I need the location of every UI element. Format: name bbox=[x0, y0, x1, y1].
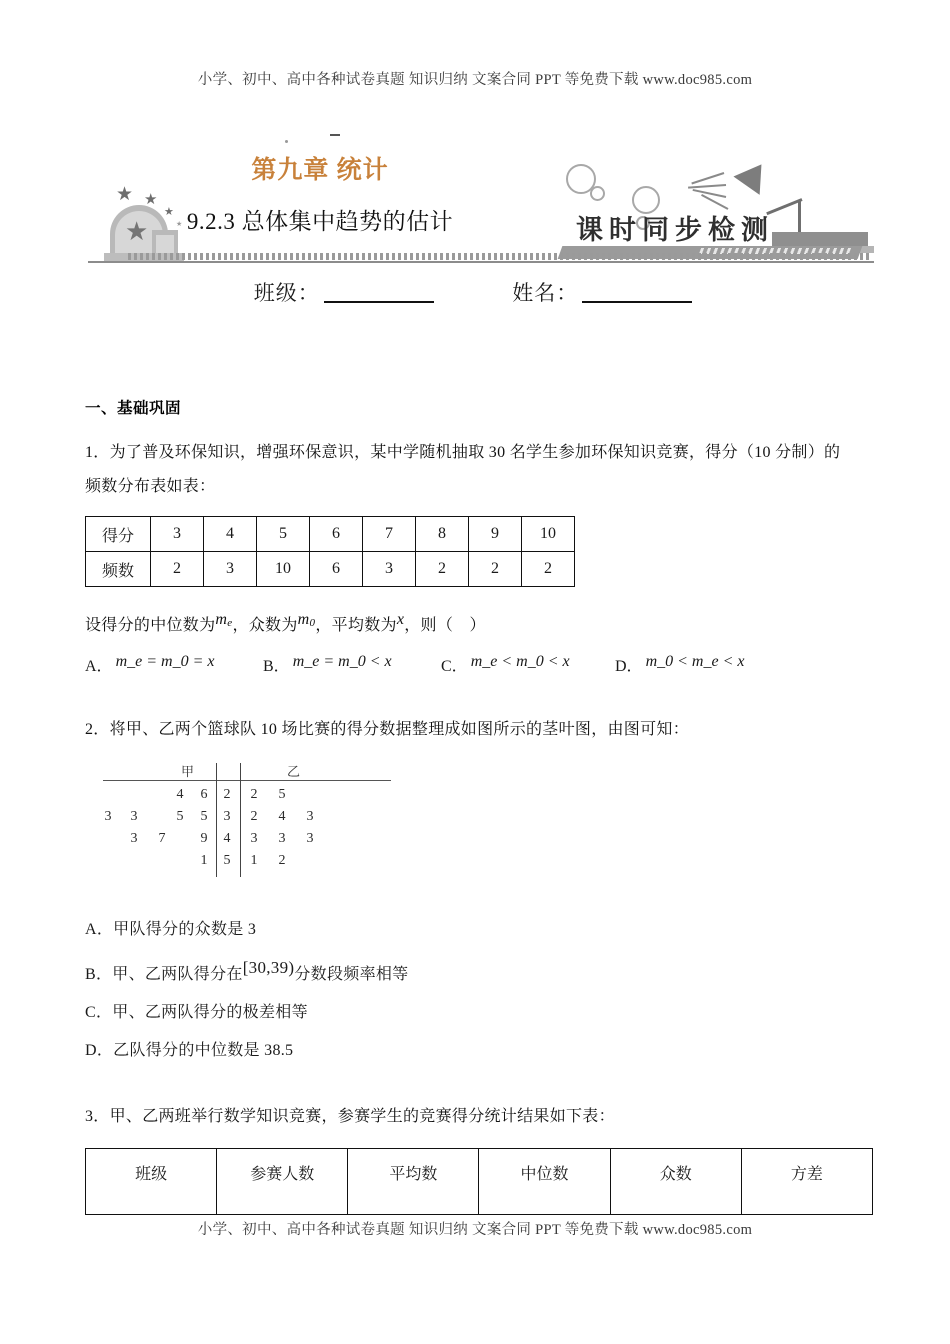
stem-value: 3 bbox=[223, 809, 231, 824]
option-tag: B． bbox=[85, 966, 113, 983]
left-leaf: 3 bbox=[130, 831, 138, 846]
stemleaf-left-header: 甲 bbox=[181, 764, 195, 779]
q1-number: 1． bbox=[85, 444, 110, 461]
column-header-class: 班级 bbox=[86, 1149, 217, 1215]
question-1 bbox=[85, 436, 875, 504]
option-text: 乙队得分的中位数是 38.5 bbox=[113, 1042, 294, 1059]
option-tag: D． bbox=[85, 1042, 114, 1059]
frequency-table bbox=[85, 516, 575, 587]
q3-text: 甲、乙两班举行数学知识竞赛，参赛学生的竞赛得分统计结果如下表： bbox=[109, 1108, 615, 1125]
name-input-blank[interactable] bbox=[582, 301, 692, 303]
q2-option-a[interactable] bbox=[85, 911, 875, 949]
right-leaf: 2 bbox=[250, 809, 258, 824]
column-header-median: 中位数 bbox=[479, 1149, 610, 1215]
left-leaf: 3 bbox=[104, 809, 112, 824]
table-header-row bbox=[86, 1149, 873, 1215]
score-cell: 8 bbox=[416, 517, 469, 552]
option-tag: A． bbox=[85, 658, 113, 675]
right-leaf: 3 bbox=[278, 831, 286, 846]
right-leaf: 2 bbox=[278, 853, 286, 868]
row-label-score: 得分 bbox=[86, 517, 151, 552]
column-header-mean: 平均数 bbox=[348, 1149, 479, 1215]
frequency-cell: 2 bbox=[151, 552, 204, 587]
option-expression: m_e = m_0 = x bbox=[115, 653, 215, 670]
option-tag: B． bbox=[263, 658, 290, 675]
column-header-mode: 众数 bbox=[610, 1149, 741, 1215]
class-label: 班级： bbox=[253, 281, 320, 305]
header-rule-line bbox=[88, 261, 874, 263]
left-leaf: 5 bbox=[200, 809, 208, 824]
watermark-top: 小学、初中、高中各种试卷真题 知识归纳 文案合同 PPT 等免费下载 www.doc985.com bbox=[197, 72, 753, 88]
left-leaf: 3 bbox=[130, 809, 138, 824]
table-row-frequencies bbox=[86, 552, 575, 587]
option-text-post: 分数段频率相等 bbox=[294, 966, 409, 983]
right-leaf: 3 bbox=[250, 831, 258, 846]
decorative-dot bbox=[285, 140, 288, 143]
right-leaf: 5 bbox=[278, 787, 286, 802]
right-leaf: 1 bbox=[250, 853, 258, 868]
frequency-cell: 2 bbox=[469, 552, 522, 587]
q1-option-a[interactable] bbox=[85, 653, 214, 676]
option-text: 甲队得分的众数是 3 bbox=[113, 921, 257, 938]
q1-prompt-part3: ，平均数为 bbox=[315, 617, 397, 634]
option-text: 甲、乙两队得分的极差相等 bbox=[112, 1004, 308, 1021]
frequency-cell: 2 bbox=[522, 552, 575, 587]
score-cell: 5 bbox=[257, 517, 310, 552]
left-leaf: 5 bbox=[176, 809, 184, 824]
q1-option-c[interactable] bbox=[441, 653, 570, 676]
desk-lamp-icon bbox=[560, 160, 880, 265]
interval-notation: [30,39) bbox=[242, 958, 295, 977]
name-label: 姓名： bbox=[512, 281, 579, 305]
q1-prompt-part2: ，众数为 bbox=[232, 617, 298, 634]
median-symbol: $m_e$ bbox=[215, 611, 233, 629]
option-tag: C． bbox=[441, 658, 468, 675]
exercise-content bbox=[85, 396, 875, 1215]
stem-value: 2 bbox=[223, 787, 231, 802]
banner-text: 课时同步检测 bbox=[576, 215, 774, 245]
score-cell: 3 bbox=[151, 517, 204, 552]
page-title: 9.2.3 总体集中趋势的估计 bbox=[186, 209, 454, 234]
column-header-variance: 方差 bbox=[741, 1149, 872, 1215]
frequency-cell: 6 bbox=[310, 552, 363, 587]
q2-number: 2． bbox=[85, 721, 110, 738]
score-cell: 10 bbox=[522, 517, 575, 552]
right-leaf: 4 bbox=[278, 809, 286, 824]
q3-number: 3． bbox=[85, 1108, 110, 1125]
q1-text-line2: 频数分布表如表： bbox=[85, 478, 216, 495]
watermark-bottom: 小学、初中、高中各种试卷真题 知识归纳 文案合同 PPT 等免费下载 www.doc985.com bbox=[197, 1222, 753, 1238]
student-info-fields bbox=[0, 277, 950, 307]
statistics-table bbox=[85, 1148, 873, 1215]
right-leaf: 3 bbox=[306, 809, 314, 824]
q2-option-b[interactable] bbox=[85, 949, 875, 994]
mean-symbol: x bbox=[396, 611, 405, 628]
option-tag: D． bbox=[615, 658, 643, 675]
option-tag: C． bbox=[85, 1004, 113, 1021]
chapter-title: 第九章 统计 bbox=[251, 157, 389, 184]
q1-option-d[interactable] bbox=[615, 653, 744, 676]
option-expression: m_e < m_0 < x bbox=[470, 653, 570, 670]
q1-options bbox=[85, 653, 875, 687]
score-cell: 4 bbox=[204, 517, 257, 552]
q2-option-c[interactable] bbox=[85, 994, 875, 1032]
stem-value: 4 bbox=[223, 831, 231, 846]
star-arch-badge-icon: ★ ★ ★ ★ ★ bbox=[92, 183, 200, 261]
question-2 bbox=[85, 713, 875, 747]
q1-text-line1: 为了普及环保知识，增强环保意识，某中学随机抽取 30 名学生参加环保知识竞赛，得分（10 分制）的 bbox=[109, 444, 841, 461]
q2-text: 将甲、乙两个篮球队 10 场比赛的得分数据整理成如图所示的茎叶图，由图可知： bbox=[109, 721, 690, 738]
frequency-cell: 3 bbox=[363, 552, 416, 587]
header-dotted-rule bbox=[128, 253, 872, 260]
stem-and-leaf-plot bbox=[103, 761, 403, 879]
left-leaf: 9 bbox=[200, 831, 208, 846]
mode-symbol: $m_0$ bbox=[297, 611, 316, 629]
option-expression: m_e = m_0 < x bbox=[292, 653, 392, 670]
option-tag: A． bbox=[85, 921, 114, 938]
frequency-cell: 2 bbox=[416, 552, 469, 587]
q1-option-b[interactable] bbox=[263, 653, 392, 676]
score-cell: 9 bbox=[469, 517, 522, 552]
stem-value: 5 bbox=[223, 853, 231, 868]
option-text-pre: 甲、乙两队得分在 bbox=[112, 966, 243, 983]
row-label-frequency: 频数 bbox=[86, 552, 151, 587]
frequency-cell: 3 bbox=[204, 552, 257, 587]
right-leaf: 3 bbox=[306, 831, 314, 846]
right-leaf: 2 bbox=[250, 787, 258, 802]
q1-prompt-part1: 设得分的中位数为 bbox=[85, 617, 216, 634]
option-expression: m_0 < m_e < x bbox=[645, 653, 745, 670]
stemleaf-right-header: 乙 bbox=[287, 764, 301, 779]
table-row-scores bbox=[86, 517, 575, 552]
score-cell: 7 bbox=[363, 517, 416, 552]
column-header-participants: 参赛人数 bbox=[217, 1149, 348, 1215]
left-leaf: 6 bbox=[200, 787, 208, 802]
q1-prompt bbox=[85, 603, 875, 643]
score-cell: 6 bbox=[310, 517, 363, 552]
question-3 bbox=[85, 1100, 875, 1134]
left-leaf: 7 bbox=[158, 831, 166, 846]
q1-prompt-part4: ，则（ ） bbox=[404, 617, 486, 634]
left-leaf: 4 bbox=[176, 787, 184, 802]
section-heading: 一、基础巩固 bbox=[85, 400, 182, 417]
left-leaf: 1 bbox=[200, 853, 208, 868]
class-input-blank[interactable] bbox=[324, 301, 434, 303]
frequency-cell: 10 bbox=[257, 552, 310, 587]
decorative-dash bbox=[330, 134, 340, 136]
q2-option-d[interactable] bbox=[85, 1032, 875, 1070]
